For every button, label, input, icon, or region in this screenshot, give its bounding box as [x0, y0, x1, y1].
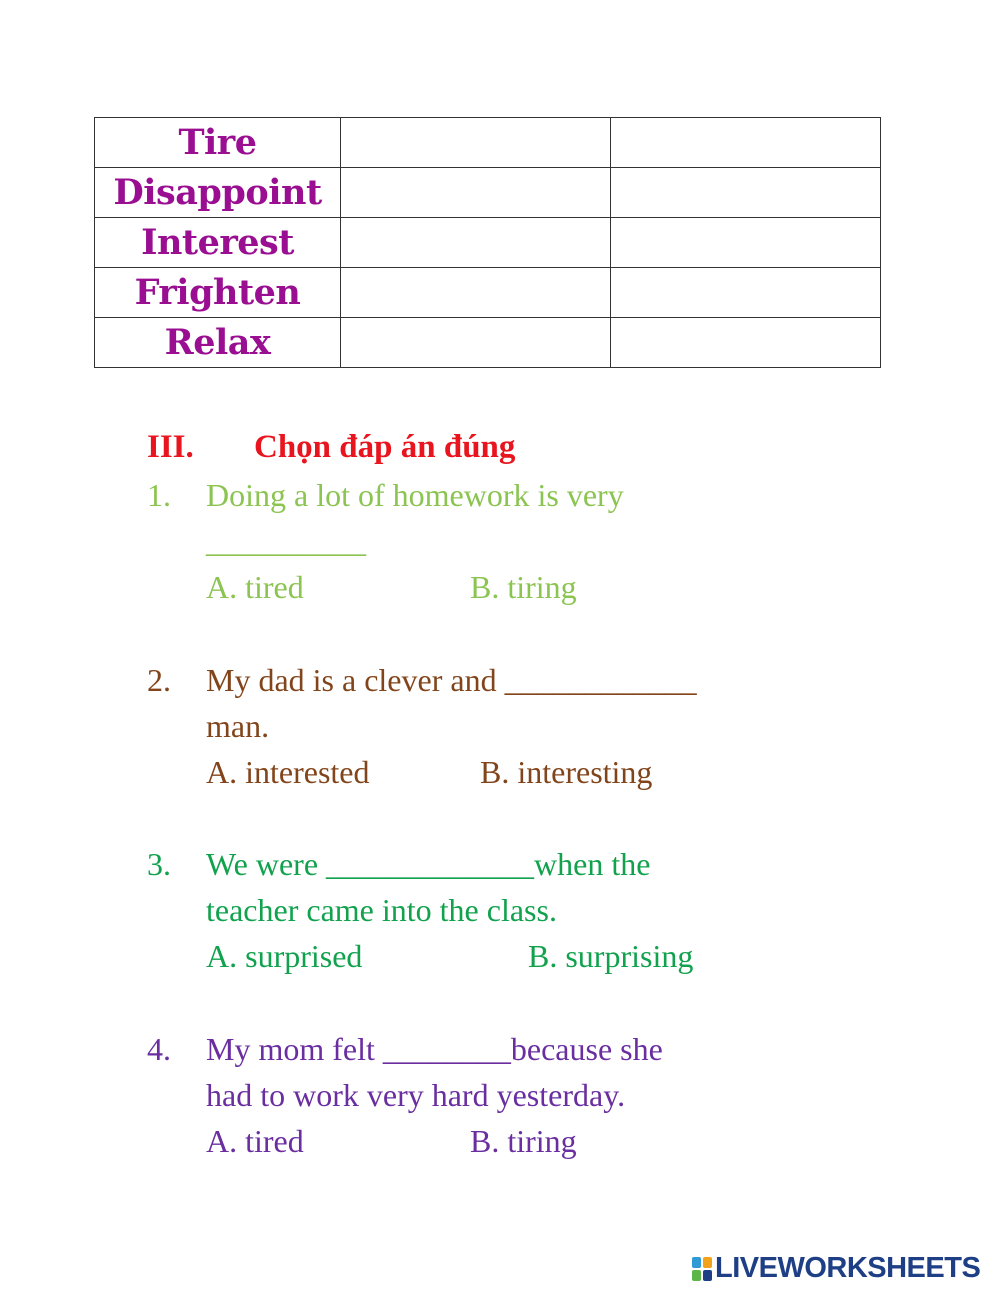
answer-cell[interactable]	[341, 218, 611, 268]
question-number: 1.	[147, 477, 171, 513]
answer-blank[interactable]: __________	[206, 523, 366, 559]
answer-cell[interactable]	[341, 118, 611, 168]
option-a[interactable]: A. surprised	[206, 938, 363, 974]
question-4	[147, 1026, 907, 1164]
table-row	[95, 168, 881, 218]
question-text-line[interactable]: We were _____________when the	[206, 846, 651, 882]
option-a[interactable]: A. tired	[206, 1123, 304, 1159]
table-word-cell: Interest	[95, 218, 341, 268]
question-number: 2.	[147, 662, 171, 698]
watermark-text: LIVEWORKSHEETS	[715, 1252, 981, 1284]
table-row	[95, 218, 881, 268]
answer-cell[interactable]	[341, 268, 611, 318]
question-text-line[interactable]: My dad is a clever and ____________	[206, 662, 697, 698]
answer-cell[interactable]	[611, 118, 881, 168]
question-1	[147, 472, 907, 610]
option-a[interactable]: A. interested	[206, 754, 370, 790]
table-row	[95, 268, 881, 318]
table-row	[95, 318, 881, 368]
option-a[interactable]: A. tired	[206, 569, 304, 605]
table-word-cell: Frighten	[95, 268, 341, 318]
question-text-line: Doing a lot of homework is very	[206, 477, 624, 513]
question-2	[147, 657, 907, 795]
answer-cell[interactable]	[611, 268, 881, 318]
option-b[interactable]: B. tiring	[470, 1123, 577, 1159]
answer-cell[interactable]	[611, 218, 881, 268]
liveworksheets-logo-icon	[692, 1257, 712, 1281]
question-number: 4.	[147, 1031, 171, 1067]
option-b[interactable]: B. surprising	[528, 938, 694, 974]
table-word-cell: Disappoint	[95, 168, 341, 218]
question-number: 3.	[147, 846, 171, 882]
section-title: Chọn đáp án đúng	[254, 429, 516, 465]
table-row	[95, 118, 881, 168]
answer-cell[interactable]	[611, 168, 881, 218]
section-number: III.	[147, 429, 194, 465]
option-b[interactable]: B. interesting	[480, 754, 653, 790]
section-heading	[147, 424, 515, 470]
word-forms-table	[94, 117, 881, 368]
table-word-cell: Tire	[95, 118, 341, 168]
table-word-cell: Relax	[95, 318, 341, 368]
answer-cell[interactable]	[341, 168, 611, 218]
question-text-line: teacher came into the class.	[206, 892, 557, 928]
answer-cell[interactable]	[341, 318, 611, 368]
option-b[interactable]: B. tiring	[470, 569, 577, 605]
liveworksheets-watermark	[692, 1252, 980, 1285]
question-text-line[interactable]: My mom felt ________because she	[206, 1031, 663, 1067]
question-text-line: had to work very hard yesterday.	[206, 1077, 626, 1113]
question-text-line: man.	[206, 708, 270, 744]
question-3	[147, 841, 907, 979]
answer-cell[interactable]	[611, 318, 881, 368]
